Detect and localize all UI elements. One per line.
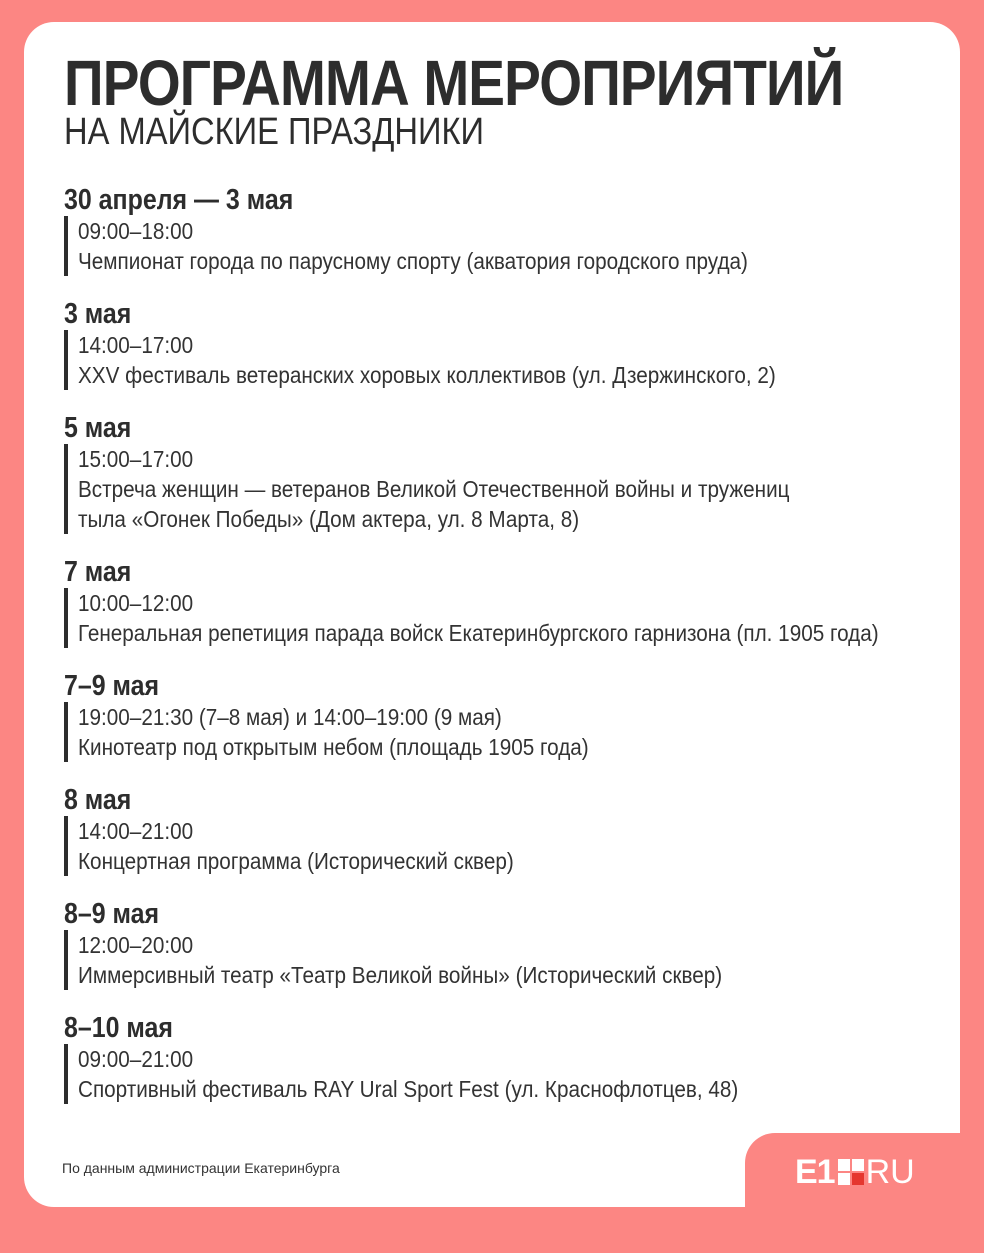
event-description: Концертная программа (Исторический сквер) [78, 848, 514, 874]
event-description: Спортивный фестиваль RAY Ural Sport Fest (ул. Краснофлотцев, 48) [78, 1076, 739, 1102]
event-date: 7–9 мая [64, 670, 160, 702]
event-time: 09:00–18:00 [78, 218, 194, 244]
event-time: 09:00–21:00 [78, 1046, 194, 1072]
event-description: Генеральная репетиция парада войск Екатеринбургского гарнизона (пл. 1905 года) [78, 620, 879, 646]
event-description: Встреча женщин — ветеранов Великой Отечественной войны и тружениц [78, 476, 790, 502]
event-item [64, 1010, 964, 1104]
event-description: XXV фестиваль ветеранских хоровых коллективов (ул. Дзержинского, 2) [78, 362, 776, 388]
event-details [64, 588, 964, 648]
event-item [64, 554, 964, 648]
event-date: 7 мая [64, 556, 132, 588]
event-description: Кинотеатр под открытым небом (площадь 1905 года) [78, 734, 589, 760]
event-item [64, 182, 964, 276]
page-subtitle: НА МАЙСКИЕ ПРАЗДНИКИ [64, 111, 485, 153]
event-item [64, 668, 964, 762]
event-time: 19:00–21:30 (7–8 мая) и 14:00–19:00 (9 мая) [78, 704, 502, 730]
event-description-continued: тыла «Огонек Победы» (Дом актера, ул. 8 Марта, 8) [78, 506, 580, 532]
page-title: ПРОГРАММА МЕРОПРИЯТИЙ [64, 47, 844, 119]
event-date: 3 мая [64, 298, 132, 330]
event-details [64, 816, 964, 876]
source-note: По данным администрации Екатеринбурга [62, 1160, 340, 1176]
event-details [64, 330, 964, 390]
e1-logo [795, 1152, 915, 1192]
event-details [64, 1044, 964, 1104]
event-time: 14:00–17:00 [78, 332, 194, 358]
logo-e1-text: E1 [795, 1152, 835, 1191]
event-item [64, 782, 964, 876]
event-item [64, 896, 964, 990]
event-time: 10:00–12:00 [78, 590, 194, 616]
event-item [64, 296, 964, 390]
event-details [64, 444, 964, 534]
event-time: 14:00–21:00 [78, 818, 194, 844]
event-details [64, 930, 964, 990]
event-details [64, 216, 964, 276]
logo-tab [745, 1133, 984, 1253]
event-date: 8 мая [64, 784, 132, 816]
event-time: 15:00–17:00 [78, 446, 194, 472]
event-details [64, 702, 964, 762]
logo-ru-text: RU [865, 1152, 915, 1191]
event-time: 12:00–20:00 [78, 932, 194, 958]
event-description: Иммерсивный театр «Театр Великой войны» (Исторический сквер) [78, 962, 723, 988]
event-date: 8–9 мая [64, 898, 160, 930]
event-description: Чемпионат города по парусному спорту (акватория городского пруда) [78, 248, 748, 274]
event-item [64, 410, 964, 534]
event-date: 8–10 мая [64, 1012, 173, 1044]
logo-squares-icon [838, 1159, 864, 1185]
event-date: 5 мая [64, 412, 132, 444]
event-date: 30 апреля — 3 мая [64, 184, 294, 216]
event-list [64, 182, 964, 1124]
poster-card [24, 22, 960, 1207]
